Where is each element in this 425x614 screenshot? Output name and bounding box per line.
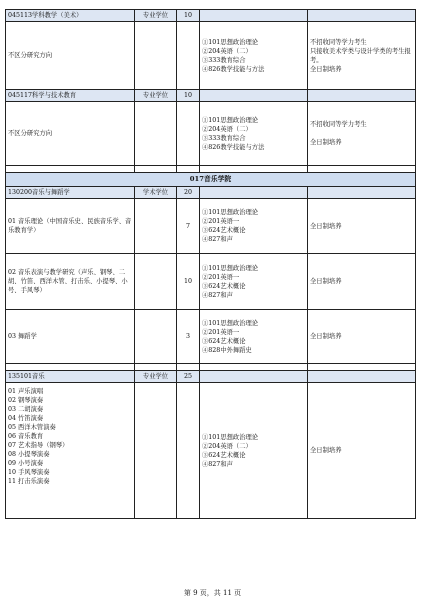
enrollment-count: 10 — [177, 10, 200, 22]
notes: 全日制培养 — [308, 383, 416, 519]
research-direction: 不区分研究方向 — [6, 22, 135, 90]
enrollment-count: 25 — [177, 371, 200, 383]
empty-cell — [177, 22, 200, 90]
research-direction-list: 01 声乐演唱 02 钢琴演奏 03 二胡演奏 04 竹笛演奏 05 西洋木管演奏 06 音乐教育 07 艺术指导（钢琴） 08 小提琴演奏 09 小号演奏 10 手风琴演奏 11 打击乐演奏 — [6, 383, 135, 519]
empty-cell — [200, 90, 308, 102]
exam-subjects: ①101思想政治理论 ②201英语一 ③624艺术概论 ④828中外舞蹈史 — [200, 310, 308, 364]
empty-cell — [135, 22, 177, 90]
empty-cell — [308, 90, 416, 102]
spacer-row — [6, 364, 416, 371]
empty-cell — [177, 383, 200, 519]
empty-cell — [308, 187, 416, 199]
college-title: 017音乐学院 — [6, 173, 416, 187]
program-code: 135101音乐 — [6, 371, 135, 383]
program-code: 045113学科教学（美术） — [6, 10, 135, 22]
research-direction: 01 音乐理论（中国音乐史、民族音乐学、音乐教育学） — [6, 199, 135, 254]
program-header-row — [6, 90, 416, 102]
direction-row — [6, 310, 416, 364]
research-direction: 02 音乐表演与教学研究（声乐、钢琴、二胡、竹笛、西洋木管、打击乐、小提琴、小号、手风琴） — [6, 254, 135, 310]
empty-cell — [308, 10, 416, 22]
research-direction: 不区分研究方向 — [6, 102, 135, 166]
program-header-row — [6, 10, 416, 22]
notes: 不招收同等学力考生 全日制培养 — [308, 102, 416, 166]
spacer-row — [6, 166, 416, 173]
direction-row — [6, 254, 416, 310]
empty-cell — [135, 383, 177, 519]
empty-cell — [200, 10, 308, 22]
empty-cell — [135, 310, 177, 364]
empty-cell — [135, 254, 177, 310]
empty-cell — [135, 102, 177, 166]
notes: 不招收同等学力考生 只接收美术学类与设计学类的考生报考。 全日制培养 — [308, 22, 416, 90]
page-footer: 第 9 页，共 11 页 — [183, 589, 242, 597]
exam-subjects: ①101思想政治理论 ②204英语（二） ③624艺术概论 ④827和声 — [200, 383, 308, 519]
program-code: 130200音乐与舞蹈学 — [6, 187, 135, 199]
exam-subjects: ①101思想政治理论 ②201英语一 ③624艺术概论 ④827和声 — [200, 199, 308, 254]
degree-type: 学术学位 — [135, 187, 177, 199]
empty-cell — [200, 187, 308, 199]
enrollment-count: 7 — [177, 199, 200, 254]
enrollment-count: 20 — [177, 187, 200, 199]
degree-type: 专业学位 — [135, 371, 177, 383]
notes: 全日制培养 — [308, 254, 416, 310]
exam-subjects: ①101思想政治理论 ②201英语一 ③624艺术概论 ④827和声 — [200, 254, 308, 310]
empty-cell — [135, 199, 177, 254]
notes: 全日制培养 — [308, 199, 416, 254]
enrollment-count: 10 — [177, 90, 200, 102]
degree-type: 专业学位 — [135, 90, 177, 102]
research-direction: 03 舞蹈学 — [6, 310, 135, 364]
exam-subjects: ①101思想政治理论 ②204英语（二） ③333教育综合 ④826教学技能与方法 — [200, 102, 308, 166]
direction-row — [6, 102, 416, 166]
college-header-row — [6, 173, 416, 187]
enrollment-count: 10 — [177, 254, 200, 310]
direction-row — [6, 383, 416, 519]
program-header-row — [6, 371, 416, 383]
direction-row — [6, 199, 416, 254]
notes: 全日制培养 — [308, 310, 416, 364]
program-header-row — [6, 187, 416, 199]
empty-cell — [177, 102, 200, 166]
degree-type: 专业学位 — [135, 10, 177, 22]
exam-subjects: ①101思想政治理论 ②204英语（二） ③333教育综合 ④826教学技能与方法 — [200, 22, 308, 90]
program-code: 045117科学与技术教育 — [6, 90, 135, 102]
empty-cell — [308, 371, 416, 383]
direction-row — [6, 22, 416, 90]
enrollment-count: 3 — [177, 310, 200, 364]
empty-cell — [200, 371, 308, 383]
program-table — [5, 9, 416, 519]
